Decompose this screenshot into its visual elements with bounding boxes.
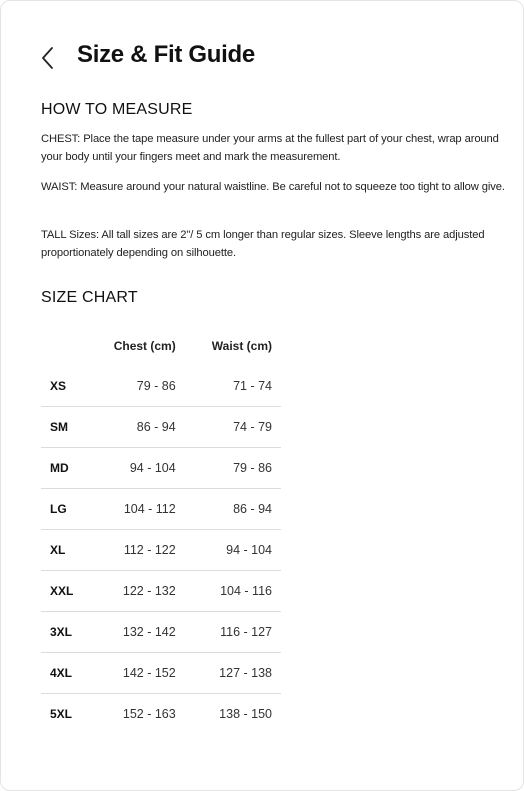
size-label: SM: [41, 407, 86, 448]
size-column-header: [41, 326, 86, 366]
waist-range: 104 - 116: [185, 571, 281, 612]
waist-range: 116 - 127: [185, 612, 281, 653]
chest-range: 94 - 104: [86, 448, 185, 489]
table-row: [41, 694, 281, 735]
chest-range: 142 - 152: [86, 653, 185, 694]
chest-range: 152 - 163: [122, 707, 176, 721]
chest-range: 112 - 122: [86, 530, 185, 571]
waist-range: 127 - 138: [185, 653, 281, 694]
chest-range: 86 - 94: [86, 407, 185, 448]
size-label: 3XL: [41, 612, 86, 653]
size-chart-heading: SIZE CHART: [41, 289, 138, 306]
size-label: XL: [41, 530, 86, 571]
table-row: [41, 407, 281, 448]
how-to-measure-heading: HOW TO MEASURE: [41, 101, 193, 118]
waist-range: 74 - 79: [185, 407, 281, 448]
tall-sizes-note: TALL Sizes: All tall sizes are 2"/ 5 cm longer than regular sizes. Sleeve lengths are adjusted proportionately depending on silhouette.: [41, 229, 485, 259]
chest-range: 79 - 86: [86, 366, 185, 407]
size-label: 5XL: [50, 707, 73, 721]
table-row: [41, 612, 281, 653]
table-row: [41, 448, 281, 489]
chest-range: 104 - 112: [86, 489, 185, 530]
page-title: Size & Fit Guide: [77, 41, 255, 68]
chest-range: 122 - 132: [86, 571, 185, 612]
chest-instructions: CHEST: Place the tape measure under your arms at the fullest part of your chest, wrap around your body until your fingers meet and mark the measurement.: [41, 133, 499, 163]
size-label: 4XL: [41, 653, 86, 694]
table-row: [41, 530, 281, 571]
size-label: XXL: [41, 571, 86, 612]
size-label: MD: [41, 448, 86, 489]
table-row: [41, 366, 281, 407]
waist-range: 71 - 74: [185, 366, 281, 407]
waist-range: 138 - 150: [219, 707, 272, 721]
waist-range: 79 - 86: [185, 448, 281, 489]
table-row: [41, 653, 281, 694]
size-label: XS: [41, 366, 86, 407]
table-row: [41, 489, 281, 530]
chevron-left-icon: [37, 43, 63, 73]
waist-instructions: WAIST: Measure around your natural waistline. Be careful not to squeeze too tight to allow give.: [41, 181, 505, 193]
waist-range: 94 - 104: [185, 530, 281, 571]
chest-range: 132 - 142: [86, 612, 185, 653]
waist-range: 86 - 94: [185, 489, 281, 530]
size-chart-table: [41, 326, 281, 734]
chest-column-header: Chest (cm): [113, 339, 176, 353]
size-label: LG: [41, 489, 86, 530]
table-row: [41, 571, 281, 612]
table-header-row: [41, 326, 281, 366]
waist-column-header: Waist (cm): [211, 339, 272, 353]
back-button[interactable]: [37, 43, 63, 73]
